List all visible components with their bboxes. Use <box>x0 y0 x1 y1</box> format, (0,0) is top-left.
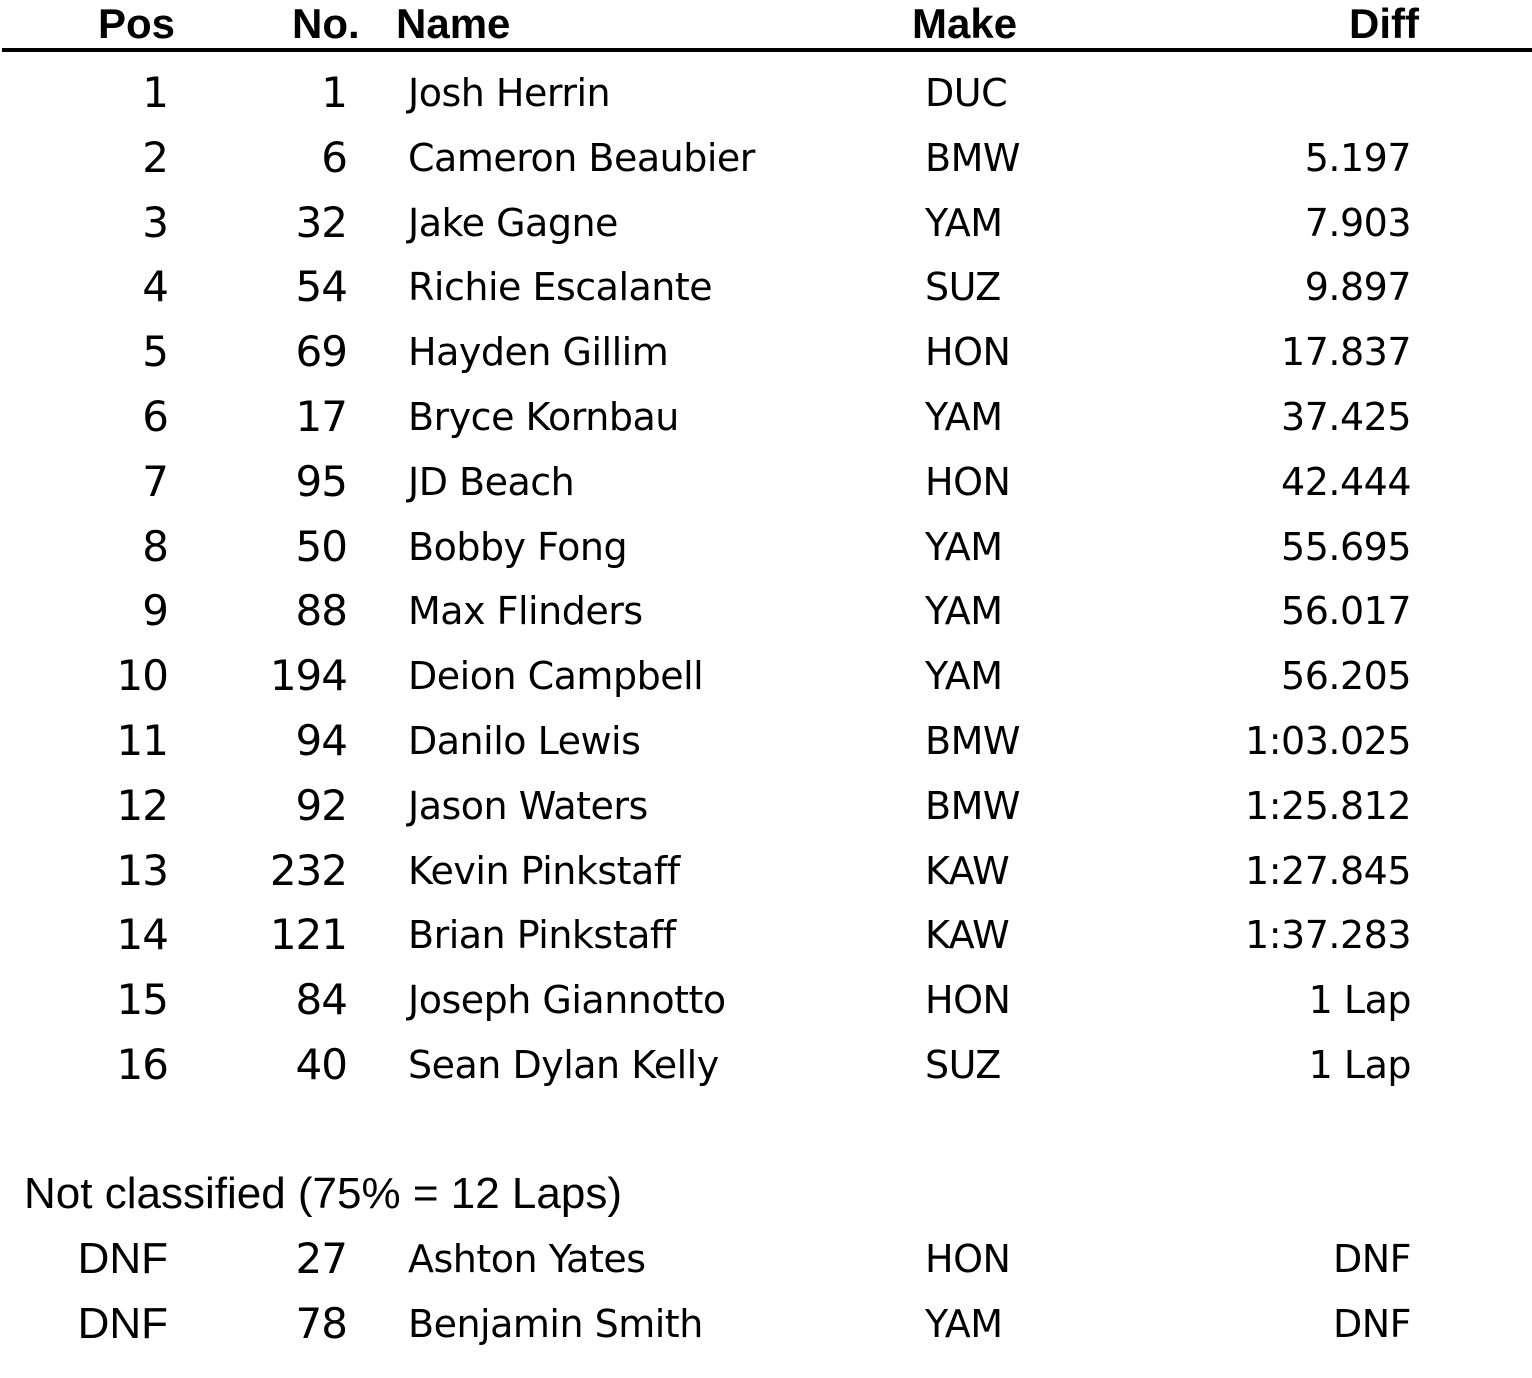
cell-name: Benjamin Smith <box>408 1301 703 1346</box>
result-row <box>0 775 1532 840</box>
cell-name: Jason Waters <box>408 783 648 828</box>
header-name: Name <box>396 0 511 47</box>
cell-diff: DNF <box>1332 1237 1411 1281</box>
cell-pos: 7 <box>142 456 168 506</box>
cell-diff: 1:27.845 <box>1245 848 1411 893</box>
cell-name: Richie Escalante <box>408 265 713 310</box>
cell-no: 94 <box>295 715 347 765</box>
result-row <box>0 321 1532 386</box>
cell-no: 232 <box>269 845 347 895</box>
cell-diff: 55.695 <box>1281 524 1411 569</box>
result-row <box>0 451 1532 516</box>
cell-no: 121 <box>269 910 347 960</box>
cell-name: JD Beach <box>408 459 575 504</box>
cell-make: SUZ <box>925 1042 1001 1087</box>
cell-diff: 42.444 <box>1281 459 1411 504</box>
cell-diff: 17.837 <box>1281 330 1411 375</box>
cell-no: 32 <box>295 197 347 247</box>
cell-make: YAM <box>925 589 1003 634</box>
cell-no: 194 <box>269 651 347 701</box>
result-row <box>0 1228 1532 1293</box>
cell-no: 40 <box>295 1039 347 1089</box>
results-header <box>0 0 1532 54</box>
cell-pos: 13 <box>116 845 168 895</box>
result-row <box>0 710 1532 775</box>
result-row <box>0 256 1532 321</box>
cell-make: HON <box>925 459 1011 504</box>
cell-pos: 15 <box>116 975 168 1025</box>
cell-diff: DNF <box>1332 1301 1411 1346</box>
header-pos: Pos <box>98 0 176 47</box>
cell-make: YAM <box>925 524 1003 569</box>
cell-diff: 56.205 <box>1281 654 1411 699</box>
cell-pos: 9 <box>142 586 168 636</box>
result-row <box>0 516 1532 581</box>
cell-name: Josh Herrin <box>408 71 611 115</box>
cell-diff: 7.903 <box>1304 200 1411 245</box>
cell-make: HON <box>925 330 1011 375</box>
cell-diff: 9.897 <box>1304 265 1411 310</box>
cell-name: Danilo Lewis <box>408 718 641 763</box>
result-row <box>0 386 1532 451</box>
cell-make: YAM <box>925 200 1003 245</box>
cell-no: 69 <box>295 327 347 377</box>
cell-make: HON <box>925 978 1011 1023</box>
result-row <box>0 969 1532 1034</box>
cell-name: Ashton Yates <box>408 1237 646 1281</box>
cell-make: HON <box>925 1237 1011 1281</box>
cell-make: YAM <box>925 394 1003 439</box>
result-row <box>0 904 1532 969</box>
cell-no: 92 <box>295 780 347 830</box>
cell-no: 88 <box>295 586 347 636</box>
cell-diff: 56.017 <box>1281 589 1411 634</box>
cell-no: 1 <box>321 68 347 117</box>
cell-name: Jake Gagne <box>408 200 618 245</box>
cell-diff: 1 Lap <box>1308 978 1411 1023</box>
cell-pos: 2 <box>142 132 168 182</box>
cell-diff: 5.197 <box>1304 135 1411 180</box>
cell-pos: 12 <box>116 780 168 830</box>
result-row <box>0 645 1532 710</box>
cell-make: YAM <box>925 1301 1003 1346</box>
not-classified-title: Not classified (75% = 12 Laps) <box>24 1169 622 1218</box>
cell-make: KAW <box>925 913 1010 958</box>
not-classified-table <box>0 1228 1532 1358</box>
cell-make: BMW <box>925 783 1020 828</box>
cell-name: Deion Campbell <box>408 654 704 699</box>
cell-no: 54 <box>295 262 347 312</box>
cell-make: YAM <box>925 654 1003 699</box>
cell-name: Sean Dylan Kelly <box>408 1042 719 1087</box>
cell-no: 78 <box>295 1298 347 1348</box>
cell-no: 50 <box>295 521 347 571</box>
header-diff: Diff <box>1349 0 1419 47</box>
cell-name: Brian Pinkstaff <box>408 913 676 958</box>
cell-no: 27 <box>295 1234 347 1283</box>
header-no: No. <box>292 0 360 47</box>
cell-no: 95 <box>295 456 347 506</box>
results-table <box>0 62 1532 1099</box>
cell-diff: 1:25.812 <box>1245 783 1411 828</box>
result-row <box>0 1293 1532 1358</box>
result-row <box>0 192 1532 257</box>
cell-make: KAW <box>925 848 1010 893</box>
cell-name: Cameron Beaubier <box>408 135 755 180</box>
cell-diff: 37.425 <box>1281 394 1411 439</box>
cell-no: 6 <box>321 132 347 182</box>
cell-no: 84 <box>295 975 347 1025</box>
cell-pos: 1 <box>142 68 168 117</box>
cell-pos: 3 <box>142 197 168 247</box>
cell-pos: 4 <box>142 262 168 312</box>
cell-name: Bobby Fong <box>408 524 628 569</box>
result-row <box>0 580 1532 645</box>
cell-name: Max Flinders <box>408 589 643 634</box>
cell-diff: 1:03.025 <box>1245 718 1411 763</box>
cell-pos: 11 <box>116 715 168 765</box>
header-make: Make <box>912 0 1018 47</box>
cell-name: Bryce Kornbau <box>408 394 679 439</box>
cell-diff: 1 Lap <box>1308 1042 1411 1087</box>
result-row <box>0 127 1532 192</box>
cell-make: SUZ <box>925 265 1001 310</box>
cell-name: Joseph Giannotto <box>408 978 726 1023</box>
cell-name: Hayden Gillim <box>408 330 669 375</box>
result-row <box>0 1034 1532 1099</box>
cell-pos: 5 <box>142 327 168 377</box>
cell-pos: 6 <box>142 391 168 441</box>
header-divider <box>2 48 1532 52</box>
result-row <box>0 62 1532 127</box>
cell-make: DUC <box>925 71 1008 115</box>
cell-no: 17 <box>295 391 347 441</box>
result-row <box>0 840 1532 905</box>
cell-make: BMW <box>925 135 1020 180</box>
cell-diff: 1:37.283 <box>1245 913 1411 958</box>
cell-pos: 14 <box>116 910 168 960</box>
cell-name: Kevin Pinkstaff <box>408 848 680 893</box>
cell-pos: 8 <box>142 521 168 571</box>
cell-pos: DNF <box>77 1298 168 1348</box>
cell-make: BMW <box>925 718 1020 763</box>
cell-pos: 16 <box>116 1039 168 1089</box>
cell-pos: 10 <box>116 651 168 701</box>
cell-pos: DNF <box>77 1234 168 1283</box>
